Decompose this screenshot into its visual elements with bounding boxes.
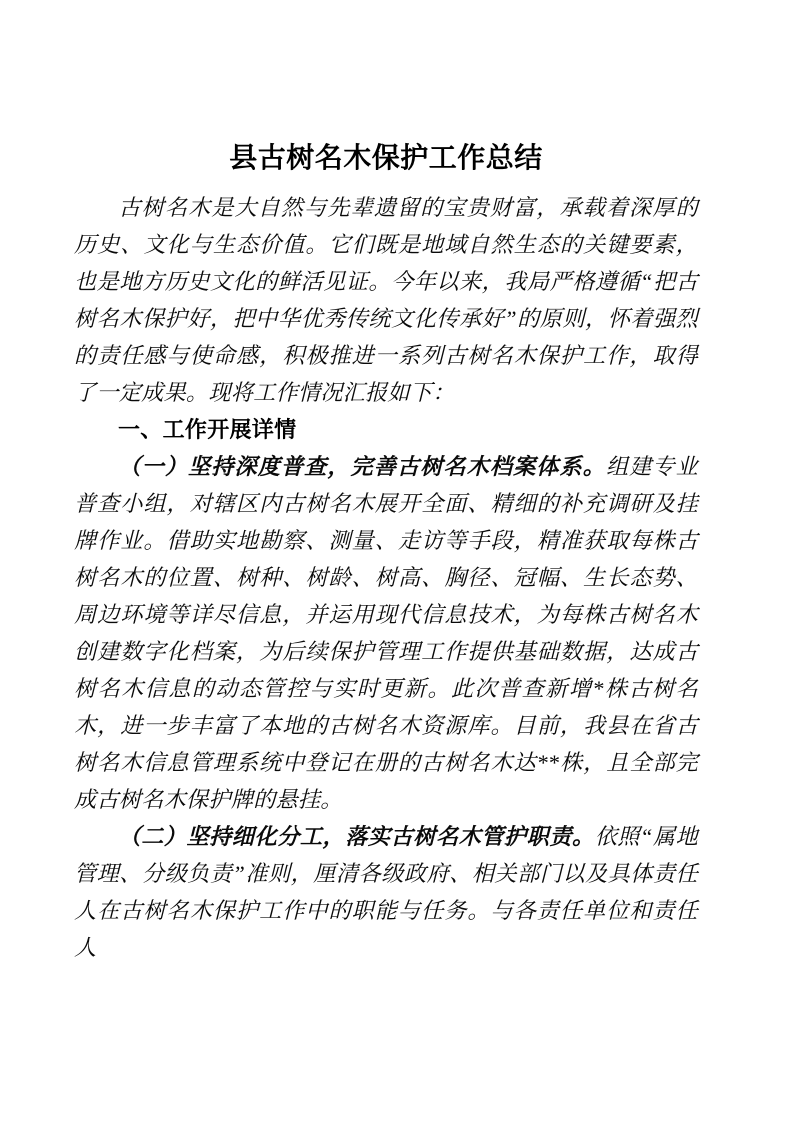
subsection-two-lead: （二）坚持细化分工，落实古树名木管护职责。 <box>118 824 595 849</box>
page-title: 县古树名木保护工作总结 <box>229 143 543 174</box>
subsection-one-paragraph <box>74 448 698 818</box>
subsection-two-paragraph <box>74 818 698 966</box>
subsection-one-lead: （一）坚持深度普查，完善古树名木档案体系。 <box>118 454 606 479</box>
document-content <box>74 0 698 966</box>
subsection-two-text: 依照“属地管理、分级负责”准则，厘清各级政府、相关部门以及具体责任人在古树名木保护工作中的职能与任务。与各责任单位和责任人 <box>74 824 699 960</box>
section-heading-one: 一、工作开展详情 <box>118 417 297 442</box>
subsection-one-text: 组建专业普查小组，对辖区内古树名木展开全面、精细的补充调研及挂牌作业。借助实地勘察、测量、走访等手段，精准获取每株古树名木的位置、树种、树龄、树高、胸径、冠幅、生长态势、周边环境等详尽信息，并运用现代信息技术，为每株古树名木创建数字化档案，为后续保护管理工作提供基础数据，达成古树名木信息的动态管控与实时更新。此次普查新增*株古树名木，进一步丰富了本地的古树名木资源库。目前，我县在省古树名木信息管理系统中登记在册的古树名木达**株，且全部完成古树名木保护牌的悬挂。 <box>74 454 698 812</box>
intro-paragraph: 古树名木是大自然与先辈遗留的宝贵财富，承载着深厚的历史、文化与生态价值。它们既是地域自然生态的关键要素，也是地方历史文化的鲜活见证。今年以来，我局严格遵循“把古树名木保护好，把中华优秀传统文化传承好”的原则，怀着强烈的责任感与使命感，积极推进一系列古树名木保护工作，取得了一定成果。现将工作情况汇报如下： <box>74 195 698 405</box>
